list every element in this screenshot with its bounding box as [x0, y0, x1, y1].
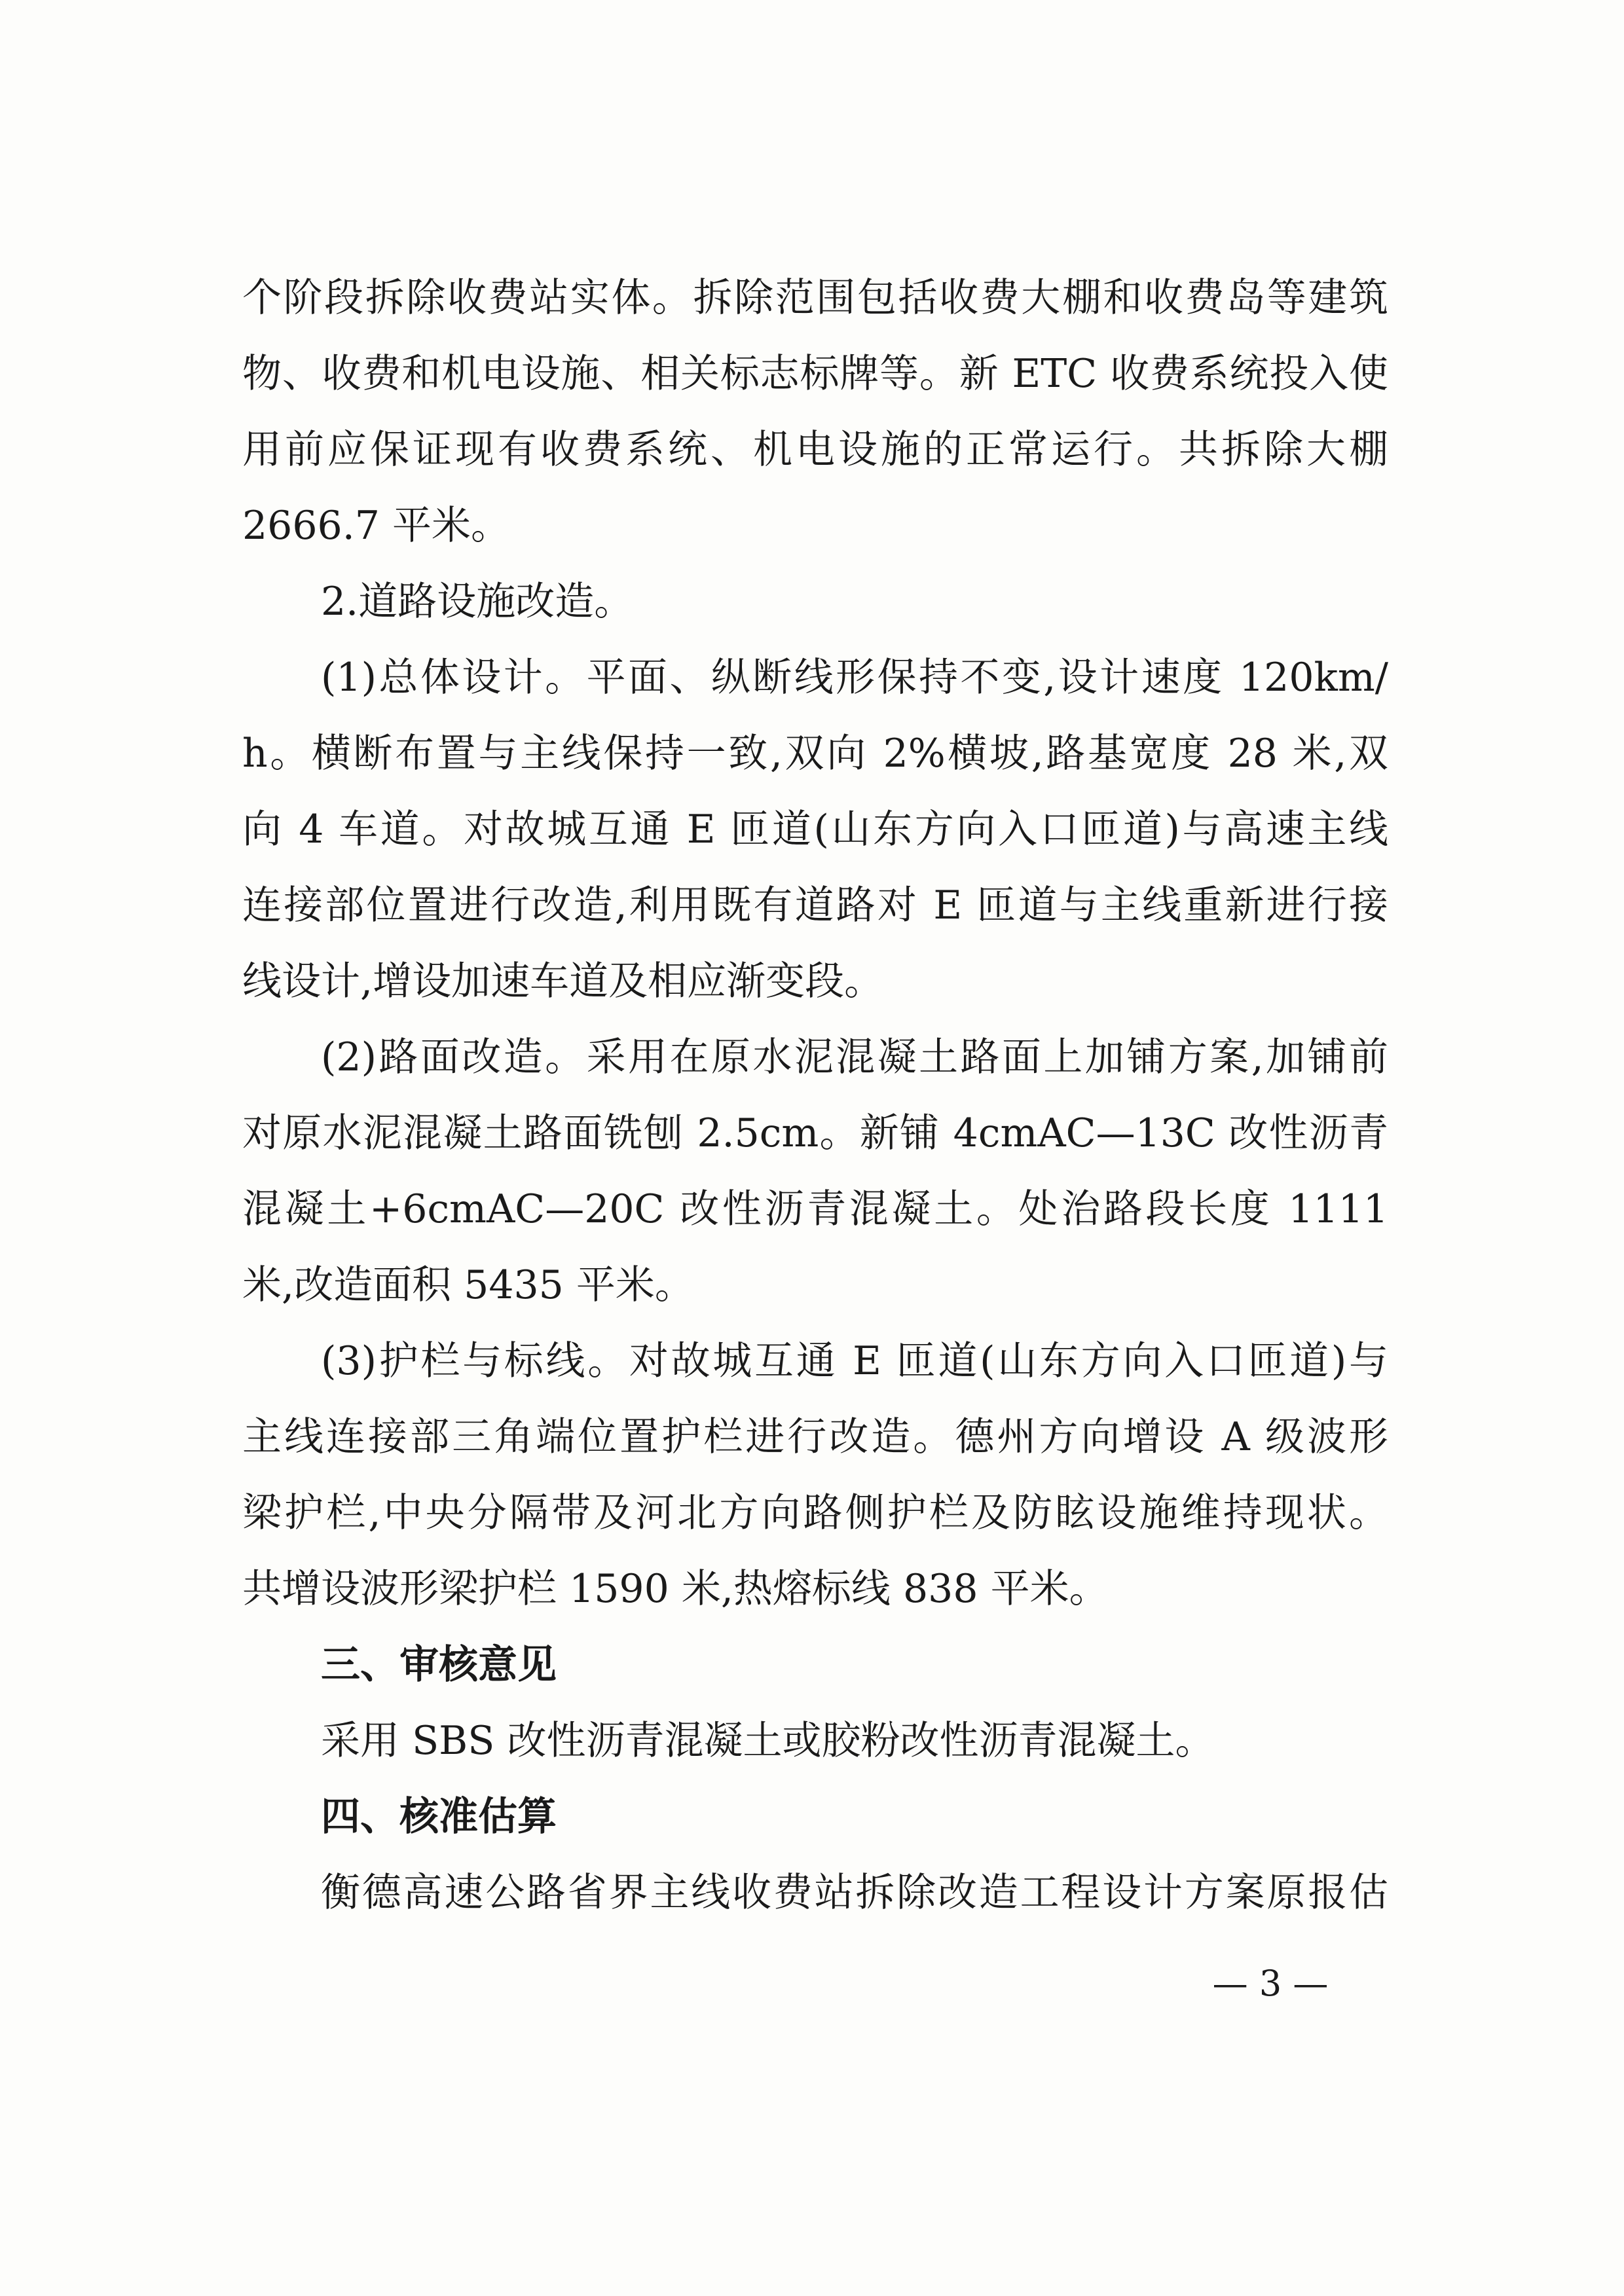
- body-line: h。横断布置与主线保持一致,双向 2%横坡,路基宽度 28 米,双: [242, 731, 1388, 776]
- body-line: 物、收费和机电设施、相关标志标牌等。新 ETC 收费系统投入使: [242, 351, 1388, 397]
- body-line: 对原水泥混凝土路面铣刨 2.5cm。新铺 4cmAC—13C 改性沥青: [242, 1110, 1388, 1156]
- body-line: 主线连接部三角端位置护栏进行改造。德州方向增设 A 级波形: [242, 1414, 1388, 1460]
- body-line: 衡德高速公路省界主线收费站拆除改造工程设计方案原报估: [321, 1870, 1388, 1916]
- body-line: 梁护栏,中央分隔带及河北方向路侧护栏及防眩设施维持现状。: [242, 1490, 1388, 1536]
- body-line: 混凝土+6cmAC—20C 改性沥青混凝土。处治路段长度 1111: [242, 1186, 1388, 1232]
- page-number: — 3 —: [1212, 1963, 1329, 2004]
- section-heading-review: 三、审核意见: [321, 1642, 557, 1688]
- body-line: 采用 SBS 改性沥青混凝土或胶粉改性沥青混凝土。: [321, 1718, 1215, 1764]
- body-line: 连接部位置进行改造,利用既有道路对 E 匝道与主线重新进行接: [242, 883, 1388, 928]
- section-heading-estimate: 四、核准估算: [321, 1794, 557, 1840]
- body-line: 线设计,增设加速车道及相应渐变段。: [242, 958, 884, 1004]
- body-line: 2666.7 平米。: [242, 503, 511, 549]
- body-line: (3)护栏与标线。对故城互通 E 匝道(山东方向入口匝道)与: [321, 1338, 1388, 1384]
- body-line: 个阶段拆除收费站实体。拆除范围包括收费大棚和收费岛等建筑: [242, 275, 1388, 321]
- section-subheading: 2.道路设施改造。: [321, 579, 634, 625]
- body-line: 用前应保证现有收费系统、机电设施的正常运行。共拆除大棚: [242, 427, 1388, 473]
- body-line: 向 4 车道。对故城互通 E 匝道(山东方向入口匝道)与高速主线: [242, 807, 1388, 852]
- body-line: 共增设波形梁护栏 1590 米,热熔标线 838 平米。: [242, 1566, 1109, 1612]
- body-line: 米,改造面积 5435 平米。: [242, 1262, 694, 1308]
- body-line: (2)路面改造。采用在原水泥混凝土路面上加铺方案,加铺前: [321, 1034, 1388, 1080]
- body-line: (1)总体设计。平面、纵断线形保持不变,设计速度 120km/: [321, 655, 1388, 701]
